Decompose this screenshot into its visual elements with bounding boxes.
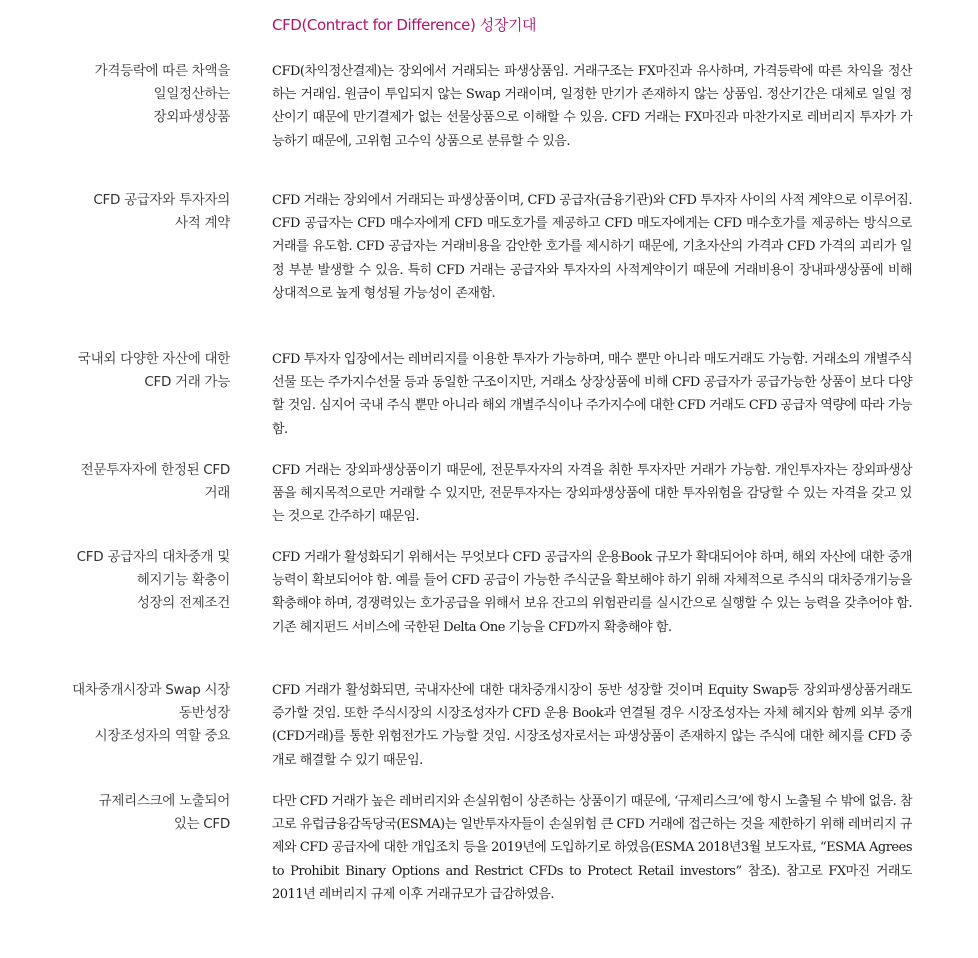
section-label-line: 규제리스크에 노출되어 xyxy=(98,793,230,809)
section-paragraph: CFD 거래가 활성화되면, 국내자산에 대한 대차중개시장이 동반 성장할 것이며 Equity Swap등 장외파생상품거래도 증가할 것임. 또한 주식시장의 시장조성자가 CFD 운용 Book과 연결될 경우 시장조성자는 자체 헤지와 함께 외부 중개(CFD거래)를 통한 위험전가도 가능할 것임. 시장조성자로서는 파생상품이 존재하지 않는 주식에 대한 헤지를 CFD 중개로 해결할 수 있기 때문임. xyxy=(272,683,912,768)
section-paragraph: CFD 거래는 장외파생상품이기 때문에, 전문투자자의 자격을 취한 투자자만 거래가 가능함. 개인투자자는 장외파생상품을 헤지목적으로만 거래할 수 있지만, 전문투자자는 장외파생상품에 대한 투자위험을 감당할 수 있는 자격을 갖고 있는 것으로 간주하기 때문임. xyxy=(272,463,912,525)
section-label-line: 시장조성자의 역할 중요 xyxy=(94,728,230,744)
page-title: CFD(Contract for Difference) 성장기대 xyxy=(272,16,537,34)
section-paragraph: CFD 거래가 활성화되기 위해서는 무엇보다 CFD 공급자의 운용Book 규모가 확대되어야 하며, 해외 자산에 대한 중개능력이 확보되어야 함. 예를 들어 CFD 공급이 가능한 주식군을 확보해야 하기 위해 자체적으로 주식의 대차중개기능을 확충해야 하며, 경쟁력있는 호가공급을 위해서 보유 잔고의 위험관리를 실시간으로 실행할 수 있는 능력을 갖추어야 함. 기존 헤지펀드 서비스에 국한된 Delta One 기능을 CFD까지 확충해야 함. xyxy=(272,550,912,635)
section-label-line: 거래 xyxy=(204,485,230,501)
section-paragraph: CFD 투자자 입장에서는 레버리지를 이용한 투자가 가능하며, 매수 뿐만 아니라 매도거래도 가능함. 거래소의 개별주식선물 또는 주가지수선물 등과 동일한 구조이지만, 거래소 상장상품에 비해 CFD 공급자가 공급가능한 상품이 보다 다양할 것임. 심지어 국내 주식 뿐만 아니라 해외 개별주식이나 주가지수에 대한 CFD 거래도 CFD 공급자 역량에 따라 가능함. xyxy=(272,352,912,437)
section-label-line: 헤지기능 확충이 xyxy=(136,572,230,588)
section-paragraph: CFD(차익정산결제)는 장외에서 거래되는 파생상품임. 거래구조는 FX마진과 유사하며, 가격등락에 따른 차익을 정산하는 거래임. 원금이 투입되지 않는 Swap 거래이며, 일정한 만기가 존재하지 않는 상품임. 정산기간은 대체로 일일 정산이기 때문에 만기결제가 없는 선물상품으로 이해할 수 있음. CFD 거래는 FX마진과 마찬가지로 레버리지 투자가 가능하기 때문에, 고위험 고수익 상품으로 분류할 수 있음. xyxy=(272,64,912,149)
section-label-line: 국내외 다양한 자산에 대한 xyxy=(77,351,230,367)
section-label-line: 장외파생상품 xyxy=(153,109,230,125)
section-label-line: CFD 공급자의 대차중개 및 xyxy=(76,549,230,565)
section-label-line: 전문투자자에 한정된 CFD xyxy=(80,462,230,478)
section-label xyxy=(40,790,230,836)
section-label xyxy=(40,546,230,615)
section-label xyxy=(40,459,230,505)
section-label xyxy=(40,348,230,394)
section-label xyxy=(40,60,230,129)
section-label-line: 가격등락에 따른 차액을 xyxy=(94,63,230,79)
section-label-line: 있는 CFD xyxy=(173,816,230,832)
section-label-line: 사적 계약 xyxy=(175,215,230,231)
section-paragraph: 다만 CFD 거래가 높은 레버리지와 손실위험이 상존하는 상품이기 때문에, ‘규제리스크’에 항시 노출될 수 밖에 없음. 참고로 유럽금융감독당국(ESMA)는 일반투자자들이 손실위험 큰 CFD 거래에 접근하는 것을 제한하기 위해 레버리지 규제와 CFD 공급자에 대한 개입조치 등을 2019년에 도입하기로 하였음(ESMA 2018년3월 보도자료, “ESMA Agrees to Prohibit Binary Options and Restrict CFDs to Protect Retail investors” 참조). 참고로 FX마진 거래도 2011년 레버리지 규제 이후 거래규모가 급감하였음. xyxy=(272,794,912,902)
section-label-line: CFD 거래 가능 xyxy=(144,374,230,390)
section-label xyxy=(40,679,230,748)
section-label xyxy=(40,189,230,235)
section-label-line: 동반성장 xyxy=(179,705,230,721)
section-label-line: CFD 공급자와 투자자의 xyxy=(93,192,230,208)
section-label-line: 일일정산하는 xyxy=(153,86,230,102)
section-label-line: 대차중개시장과 Swap 시장 xyxy=(72,682,230,698)
section-label-line: 성장의 전제조건 xyxy=(136,595,230,611)
section-paragraph: CFD 거래는 장외에서 거래되는 파생상품이며, CFD 공급자(금융기관)와 CFD 투자자 사이의 사적 계약으로 이루어짐. CFD 공급자는 CFD 매수자에게 CFD 매도호가를 제공하고 CFD 매도자에게는 CFD 매수호가를 제공하는 방식으로 거래를 유도함. CFD 공급자는 거래비용을 감안한 호가를 제시하기 때문에, 기초자산의 가격과 CFD 가격의 괴리가 일정 부분 발생할 수 있음. 특히 CFD 거래는 공급자와 투자자의 사적계약이기 때문에 거래비용이 장내파생상품에 비해 상대적으로 높게 형성될 가능성이 존재함. xyxy=(272,193,912,301)
